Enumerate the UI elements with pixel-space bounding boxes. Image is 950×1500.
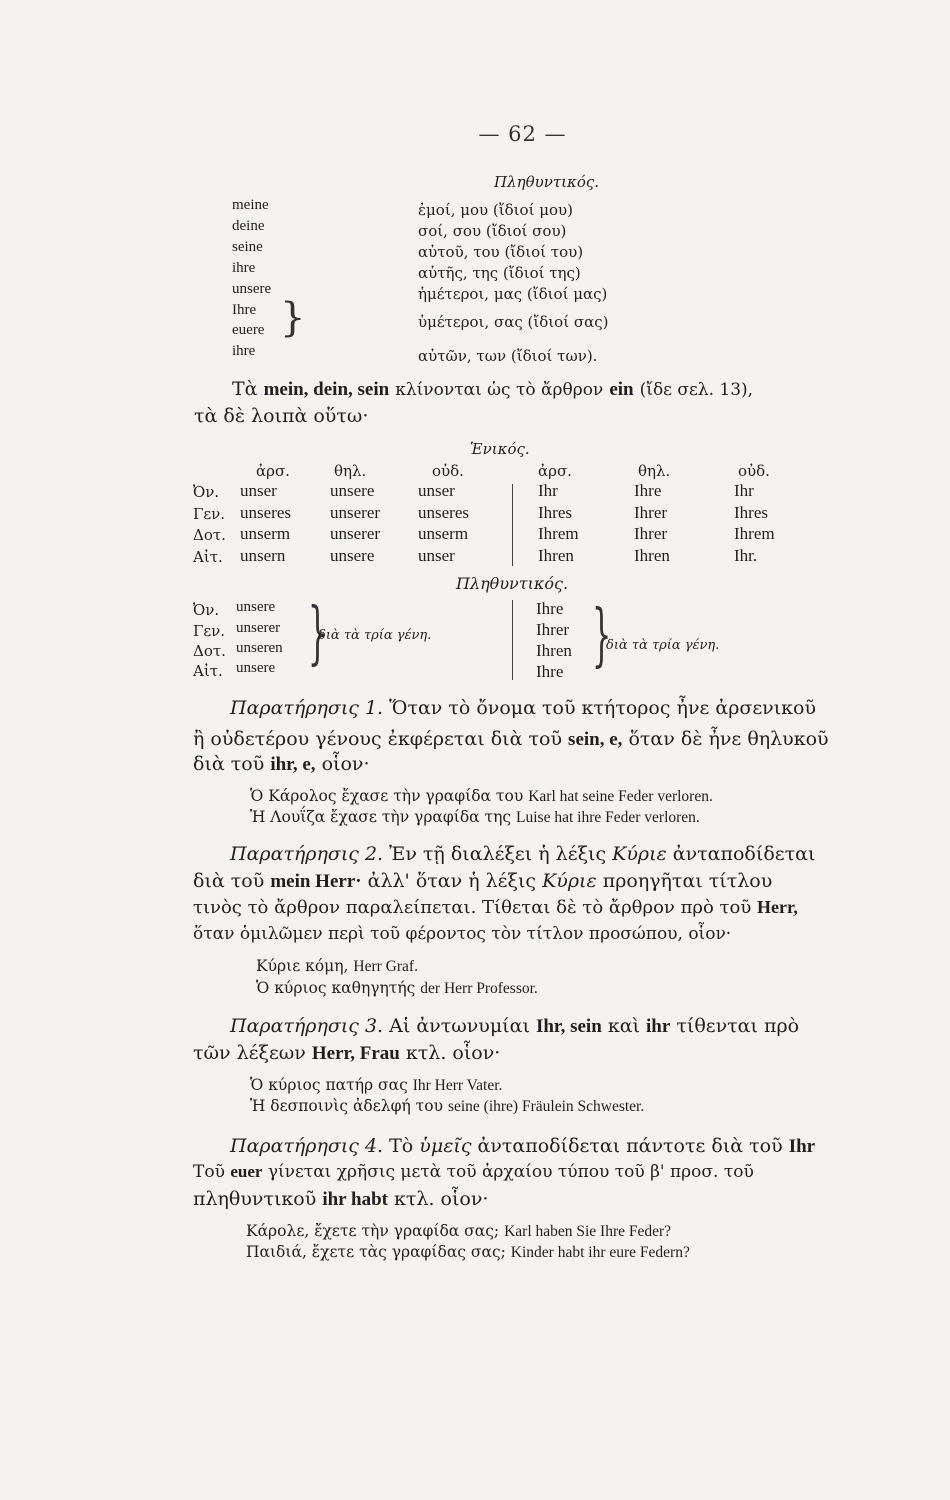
cell: Ihren xyxy=(538,546,574,565)
example-greek: Κάρολε, ἔχετε τὴν γραφίδα σας; xyxy=(246,1222,500,1240)
cell: Ihrem xyxy=(734,524,775,543)
example-german: Luise hat ihre Feder verloren. xyxy=(516,809,700,826)
text: προηγῆται τίτλου xyxy=(602,870,773,892)
cell: Ihre xyxy=(536,662,564,681)
text: ὅταν δὲ ἦνε θηλυκοῦ xyxy=(628,728,829,750)
text: διὰ τοῦ xyxy=(193,870,265,892)
de-word: Ihre xyxy=(232,302,257,318)
text: τίθενται πρὸ xyxy=(676,1015,800,1037)
cell: Ihr. xyxy=(734,546,758,565)
text: Τὰ xyxy=(232,378,258,400)
cell: Ihren xyxy=(536,641,572,660)
page-reference: (ἴδε σελ. 13), xyxy=(639,380,754,400)
cell: unsere xyxy=(330,546,375,565)
german-words: mein, dein, sein xyxy=(263,379,390,400)
cell: unserer xyxy=(236,620,281,636)
german-word: mein Herr· xyxy=(270,871,362,892)
cell: unsere xyxy=(236,599,276,615)
german-word: ihr, e, xyxy=(270,754,316,775)
cell: unserm xyxy=(240,524,291,543)
de-word: unsere xyxy=(232,281,272,297)
gr-translation: αὐτῆς, της (ἴδιοί της) xyxy=(418,264,581,282)
note-title: Παρατήρησις 1. xyxy=(230,697,384,719)
de-word: ihre xyxy=(232,260,256,276)
case-label: Ὀν. xyxy=(193,483,220,501)
emphasis: ὑμεῖς xyxy=(419,1135,472,1157)
note-title: Παρατήρησις 4. xyxy=(230,1135,384,1157)
column-divider xyxy=(512,600,513,680)
note-title: Παρατήρησις 3. xyxy=(230,1015,384,1037)
all-genders-note: διὰ τὰ τρία γένη. xyxy=(318,628,432,643)
col-head: ἀρσ. xyxy=(538,462,572,480)
text: ἀνταποδίδεται xyxy=(672,843,816,865)
example-greek: Ἡ δεσποινὶς ἀδελφή του xyxy=(250,1097,444,1115)
cell: Ihrer xyxy=(634,503,668,522)
gr-translation: ὑμέτεροι, σας (ἴδιοί σας) xyxy=(418,313,609,331)
example-german: der Herr Professor. xyxy=(420,980,538,997)
col-head: ἀρσ. xyxy=(256,462,290,480)
cell: Ihrem xyxy=(538,524,579,543)
example-german: seine (ihre) Fräulein Schwester. xyxy=(447,1098,645,1115)
cell: unseres xyxy=(240,503,291,522)
all-genders-note: διὰ τὰ τρία γένη. xyxy=(606,638,720,653)
cell: Ihres xyxy=(538,503,572,522)
col-head: οὐδ. xyxy=(432,462,464,480)
text: κτλ. οἷον· xyxy=(405,1042,501,1064)
text: ὅταν ὁμιλῶμεν περὶ τοῦ φέροντος τὸν τίτλον προσώπου, οἷον· xyxy=(193,924,732,944)
text: ἀνταποδίδεται πάντοτε διὰ τοῦ xyxy=(477,1135,783,1157)
cell: unsere xyxy=(236,660,276,676)
emphasis: Κύριε xyxy=(542,870,597,892)
text: ἢ οὐδετέρου γένους ἐκφέρεται διὰ τοῦ xyxy=(193,728,562,750)
example-german: Karl hat seine Feder verloren. xyxy=(528,788,713,805)
example-greek: Ὁ κύριος πατήρ σας xyxy=(250,1076,408,1094)
cell: unseres xyxy=(418,503,469,522)
cell: unseren xyxy=(236,640,283,656)
case-label: Γεν. xyxy=(193,505,226,523)
cell: unser xyxy=(418,546,455,565)
page-number: — 62 — xyxy=(478,122,567,146)
de-word: ihre xyxy=(232,343,256,359)
example-greek: Ἡ Λουΐζα ἔχασε τὴν γραφίδα της xyxy=(250,808,512,826)
text: ἀλλ' ὅταν ἡ λέξις xyxy=(367,870,537,892)
gr-translation: ἡμέτεροι, μας (ἴδιοί μας) xyxy=(418,285,608,303)
text: γίνεται χρῆσις μετὰ τοῦ ἀρχαίου τύπου τοῦ β' προσ. τοῦ xyxy=(267,1162,754,1182)
text: καὶ xyxy=(607,1015,640,1037)
text: Τὸ xyxy=(389,1135,414,1157)
example-german: Ihr Herr Vater. xyxy=(412,1077,503,1094)
de-word: meine xyxy=(232,197,269,213)
text: διὰ τοῦ xyxy=(193,753,265,775)
plural-heading: Πληθυντικός. xyxy=(494,173,600,191)
case-label: Γεν. xyxy=(193,622,226,640)
text: Αἱ ἀντωνυμίαι xyxy=(389,1015,530,1037)
cell: unserer xyxy=(330,503,381,522)
text: Ἐν τῇ διαλέξει ἡ λέξις xyxy=(389,843,607,865)
declension-intro xyxy=(232,378,753,401)
german-word: Ihr xyxy=(788,1136,816,1157)
text: οἷον· xyxy=(321,753,370,775)
cell: Ihren xyxy=(634,546,670,565)
col-head: θηλ. xyxy=(638,462,671,480)
case-label: Αἰτ. xyxy=(193,548,223,566)
declension-intro-line2: τὰ δὲ λοιπὰ οὕτω· xyxy=(194,405,369,427)
de-word: euere xyxy=(232,322,265,338)
german-word: sein, e, xyxy=(568,729,623,750)
cell: Ihre xyxy=(536,599,564,618)
cell: Ihrer xyxy=(536,620,570,639)
german-word: ihr xyxy=(646,1016,671,1037)
emphasis: Κύριε xyxy=(612,843,667,865)
case-label: Δοτ. xyxy=(193,526,226,544)
german-word: ihr habt xyxy=(322,1189,388,1210)
example-greek: Παιδιά, ἔχετε τὰς γραφίδας σας; xyxy=(246,1243,506,1261)
de-word: seine xyxy=(232,239,263,255)
text: κλίνονται ὡς τὸ ἄρθρον xyxy=(395,380,604,400)
gr-translation: σοί, σου (ἴδιοί σου) xyxy=(418,222,567,240)
example-greek: Ὁ κύριος καθηγητής xyxy=(256,979,416,997)
german-word: euer xyxy=(230,1162,263,1181)
plural-table-heading: Πληθυντικός. xyxy=(456,574,569,593)
example-german: Karl haben Sie Ihre Feder? xyxy=(504,1223,672,1240)
example-greek: Κύριε κόμη, xyxy=(256,957,349,975)
brace: } xyxy=(280,295,306,341)
german-word: Herr, xyxy=(757,897,798,917)
cell: Ihre xyxy=(634,481,662,500)
example-greek: Ὁ Κάρολος ἔχασε τὴν γραφίδα του xyxy=(250,787,524,805)
cell: Ihrer xyxy=(634,524,668,543)
de-word: deine xyxy=(232,218,265,234)
text: τινὸς τὸ ἄρθρον παραλείπεται. Τίθεται δὲ τὸ ἄρθρον πρὸ τοῦ xyxy=(193,897,752,918)
german-word: Ihr, sein xyxy=(535,1016,602,1037)
example-german: Kinder habt ihr eure Federn? xyxy=(510,1244,690,1261)
case-label: Αἰτ. xyxy=(193,662,223,680)
text: Ὅταν τὸ ὄνομα τοῦ κτήτορος ἦνε ἀρσενικοῦ xyxy=(389,697,817,719)
cell: unser xyxy=(240,481,277,500)
cell: unserm xyxy=(418,524,469,543)
brace: } xyxy=(591,596,612,675)
example-german: Herr Graf. xyxy=(353,958,418,975)
cell: unserer xyxy=(330,524,381,543)
text: κτλ. οἷον· xyxy=(394,1188,489,1210)
gr-translation: αὐτῶν, των (ἴδιοί των). xyxy=(418,347,598,365)
cell: Ihres xyxy=(734,503,768,522)
text: τῶν λέξεων xyxy=(193,1042,306,1064)
cell: unsern xyxy=(240,546,286,565)
gr-translation: ἐμοί, μου (ἴδιοί μου) xyxy=(418,201,573,219)
cell: Ihr xyxy=(734,481,754,500)
col-head: θηλ. xyxy=(334,462,367,480)
german-word: Herr, Frau xyxy=(311,1043,400,1064)
cell: unser xyxy=(418,481,455,500)
german-word: ein xyxy=(609,379,634,400)
cell: unsere xyxy=(330,481,375,500)
text: πληθυντικοῦ xyxy=(193,1188,317,1210)
case-label: Ὀν. xyxy=(193,601,220,619)
cell: Ihr xyxy=(538,481,558,500)
gr-translation: αὐτοῦ, του (ἴδιοί του) xyxy=(418,243,584,261)
brace: } xyxy=(307,594,328,673)
case-label: Δοτ. xyxy=(193,642,226,660)
column-divider xyxy=(512,484,513,566)
col-head: οὐδ. xyxy=(738,462,770,480)
singular-heading: Ἑνικός. xyxy=(470,440,530,458)
note-title: Παρατήρησις 2. xyxy=(230,843,384,865)
text: Τοῦ xyxy=(193,1162,225,1182)
